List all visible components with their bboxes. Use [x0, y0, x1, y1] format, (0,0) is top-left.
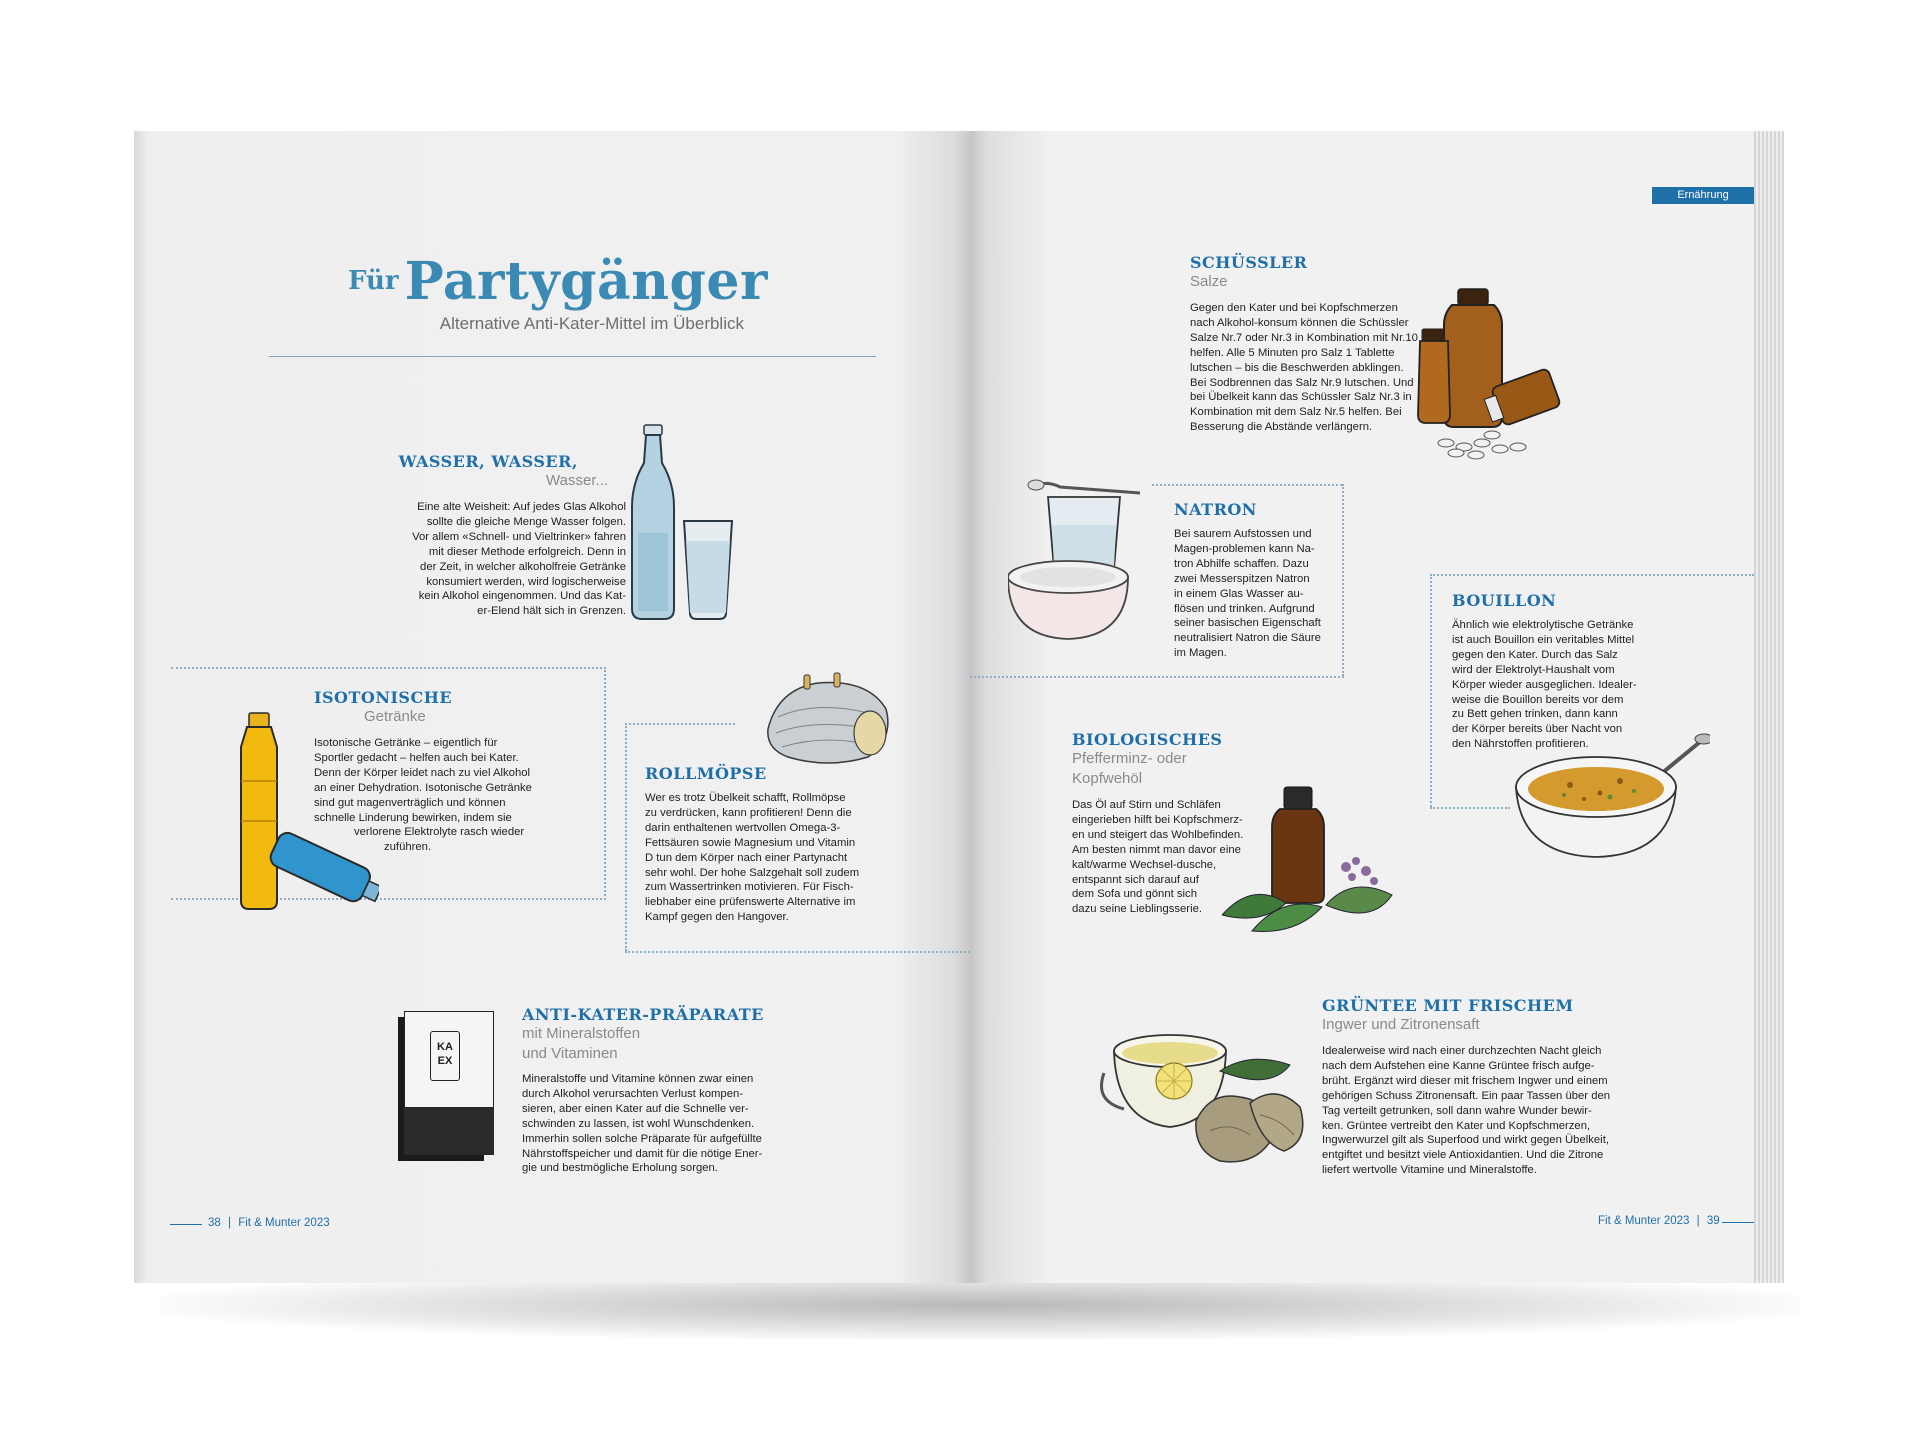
footer-right — [1598, 1215, 1720, 1227]
rollmoepse-heading: ROLLMÖPSE — [645, 764, 767, 783]
natron-frame-top — [1152, 484, 1342, 486]
rollmoepse-line: Fettsäuren sowie Magnesium und Vitamin — [645, 836, 856, 849]
page-number-left: 38 — [208, 1217, 221, 1229]
rollmops-illustration — [758, 669, 898, 769]
rollmoepse-line: D tun dem Körper nach einer Partynacht — [645, 851, 848, 864]
bouillon-line: Körper wieder ausgeglichen. Idealer- — [1452, 678, 1637, 691]
natron-line: Bei saurem Aufstossen und — [1174, 528, 1312, 540]
schuessler-subheading: Salze — [1190, 273, 1228, 290]
gruentee-line: nach dem Aufstehen eine Kanne Grüntee frisch aufge- — [1322, 1059, 1595, 1072]
schuessler-line: Gegen den Kater und bei Kopfschmerzen — [1190, 302, 1398, 314]
biologisches-line: dem Sofa und gönnt sich — [1072, 888, 1197, 901]
bouillon-frame-bottom — [1430, 807, 1510, 809]
natron-text — [1174, 527, 1344, 661]
bouillon-line: Ähnlich wie elektrolytische Getränke — [1452, 619, 1634, 631]
wasser-line: er-Elend hält sich in Grenzen. — [477, 605, 626, 618]
natron-line: tron Abhilfe schaffen. Dazu — [1174, 557, 1309, 570]
bouillon-line: gegen den Kater. Durch das Salz — [1452, 648, 1618, 661]
biologisches-line: eingerieben hilft bei Kopfschmerz- — [1072, 813, 1243, 826]
natron-line: flösen und trinken. Aufgrund — [1174, 602, 1315, 615]
isotonische-subheading: Getränke — [364, 708, 426, 725]
isotonische-line: verlorene Elektrolyte rasch wieder — [354, 826, 525, 839]
schuessler-line: bei Übelkeit kann das Schüssler Salz Nr.3 in — [1190, 391, 1412, 404]
isotonische-heading: ISOTONISCHE — [314, 688, 453, 707]
section-tag — [1652, 187, 1754, 204]
wasser-text — [314, 500, 626, 619]
publication-name-right: Fit & Munter 2023 — [1598, 1215, 1690, 1227]
anti-kater-line: Nährstoffspeicher und damit für die nötige Ener- — [522, 1147, 763, 1160]
natron-line: seiner basischen Eigenschaft — [1174, 617, 1321, 630]
water-bottle-illustration — [620, 423, 736, 623]
bouillon-line: zu Bett gehen trinken, dann kann — [1452, 708, 1618, 721]
bouillon-line: den Nährstoffen profitieren. — [1452, 738, 1589, 751]
anti-kater-line: sieren, aber einen Kater auf die Schnelle ver- — [522, 1102, 749, 1115]
schuessler-line: helfen. Alle 5 Minuten pro Salz 1 Tablette — [1190, 346, 1395, 359]
kaex-box-illustration — [398, 1011, 494, 1161]
isotonische-line: zuführen. — [384, 841, 432, 854]
wasser-subheading: Wasser... — [546, 472, 608, 489]
schuessler-line: lutschen – bis die Beschwerden abklingen. — [1190, 361, 1404, 374]
gruentee-line: Idealerweise wird nach einer durchzechten Nacht gleich — [1322, 1045, 1602, 1057]
bouillon-line: ist auch Bouillon ein veritables Mittel — [1452, 633, 1635, 646]
title-subtitle: Alternative Anti-Kater-Mittel im Überblick — [439, 314, 744, 333]
biologisches-subheading-2: Kopfwehöl — [1072, 770, 1143, 787]
schuessler-heading: SCHÜSSLER — [1190, 253, 1308, 272]
footer-left-rule — [170, 1224, 202, 1225]
footer-separator: | — [228, 1217, 231, 1229]
schuessler-line: Kombination mit dem Salz Nr.5 helfen. Bei — [1190, 406, 1402, 419]
gruentee-line: brüht. Ergänzt wird dieser mit frischem Ingwer und einem — [1322, 1074, 1608, 1087]
gruentee-line: Tag verteilt getrunken, soll dann wahre Wunder bewir- — [1322, 1104, 1592, 1117]
bouillon-line: weise die Bouillon bereits vor dem — [1452, 693, 1624, 706]
rollmoepse-line: Kampf gegen den Hangover. — [645, 911, 789, 924]
isotonische-line: sind gut magenverträglich und können — [314, 796, 506, 809]
biologisches-line: Das Öl auf Stirn und Schläfen — [1072, 799, 1221, 811]
natron-line: neutralisiert Natron die Säure — [1174, 632, 1321, 645]
publication-name-left: Fit & Munter 2023 — [238, 1217, 330, 1229]
natron-line: Magen-problemen kann Na- — [1174, 542, 1315, 555]
anti-kater-line: schwinden zu lassen, ist wohl Wunschdenken. — [522, 1117, 755, 1130]
anti-kater-line: Mineralstoffe und Vitamine können zwar einen — [522, 1073, 754, 1085]
wasser-heading: WASSER, WASSER, — [398, 452, 578, 471]
gruentee-line: entgiftet und besitzt viele Antioxidantien. Und die Zitrone — [1322, 1149, 1604, 1162]
natron-line: zwei Messerspitzen Natron — [1174, 572, 1310, 585]
biologisches-line: Am besten nimmt man davor eine — [1072, 843, 1241, 856]
title-prefix: Für — [348, 266, 399, 296]
gruentee-line: gehörigen Schuss Zitronensaft. Ein paar Tassen über den — [1322, 1089, 1611, 1102]
rollmoepse-line: zu verdrücken, kann profitieren! Denn die — [645, 806, 852, 819]
gruentee-line: liefert wertvolle Vitamine und Mineralstoffe. — [1322, 1164, 1537, 1177]
biologisches-line: kalt/warme Wechsel-dusche, — [1072, 858, 1217, 871]
title-rule — [269, 356, 876, 357]
rollmoepse-line: zum Wassertrinken motivieren. Für Fisch- — [645, 881, 854, 894]
title-main: Partygänger — [404, 251, 768, 312]
anti-kater-line: gie und bestmögliche Erholung sorgen. — [522, 1162, 718, 1175]
footer-left — [208, 1217, 330, 1229]
bouillon-line: wird der Elektrolyt-Haushalt vom — [1452, 663, 1615, 676]
isotonic-bottles-illustration — [229, 711, 379, 911]
rollmoepse-text — [645, 791, 885, 925]
gruentee-text — [1322, 1044, 1642, 1178]
wasser-line: konsumiert werden, wird logischerweise — [426, 575, 626, 588]
essential-oil-illustration — [1222, 785, 1402, 935]
biologisches-line: entspannt sich darauf auf — [1072, 873, 1199, 886]
footer-right-rule — [1722, 1222, 1754, 1223]
bouillon-frame-left — [1430, 574, 1432, 807]
schuessler-line: Bei Sodbrennen das Salz Nr.9 lutschen. Und — [1190, 376, 1414, 389]
bouillon-bowl-illustration — [1510, 731, 1710, 861]
gruentee-line: ken. Grüntee vertreibt den Kater und Kopfschmerzen, — [1322, 1119, 1591, 1132]
isotonische-line: Sportler gedacht – helfen auch bei Kater. — [314, 751, 519, 764]
wasser-line: kein Alkohol eingenommen. Und das Kat- — [418, 590, 626, 603]
natron-heading: NATRON — [1174, 500, 1257, 519]
rollmoepse-line: darin enthaltenen wertvollen Omega-3- — [645, 821, 841, 834]
wasser-line: mit dieser Methode erfolgreich. Denn in — [428, 545, 626, 558]
biologisches-subheading-1: Pfefferminz- oder — [1072, 750, 1187, 767]
anti-kater-subheading-2: und Vitaminen — [522, 1045, 618, 1062]
biologisches-line: en und steigert das Wohlbefinden. — [1072, 828, 1244, 841]
gruentee-subheading: Ingwer und Zitronensaft — [1322, 1016, 1480, 1033]
page-title — [348, 251, 768, 312]
natron-line: im Magen. — [1174, 647, 1227, 660]
wasser-line: Eine alte Weisheit: Auf jedes Glas Alkohol — [417, 501, 626, 513]
gruentee-line: Ingwerwurzel gilt als Superfood und wirkt gegen Übelkeit, — [1322, 1134, 1609, 1147]
bouillon-heading: BOUILLON — [1452, 591, 1557, 610]
biologisches-heading: BIOLOGISCHES — [1072, 730, 1223, 749]
isotonische-line: Denn der Körper leidet nach zu viel Alkohol — [314, 766, 531, 779]
kaex-logo-line: KA — [437, 1041, 453, 1053]
anti-kater-text — [522, 1072, 812, 1176]
schuessler-line: nach Alkohol-konsum können die Schüssler — [1190, 316, 1409, 329]
green-tea-illustration — [1100, 1011, 1330, 1181]
right-page — [970, 131, 1754, 1283]
bouillon-frame-top — [1430, 574, 1754, 576]
section-tag-label: Ernährung — [1677, 189, 1729, 201]
isotonische-line: an einer Dehydration. Isotonische Getränke — [314, 781, 532, 794]
rollmoepse-frame-bottom — [625, 951, 970, 953]
wasser-line: sollte die gleiche Menge Wasser folgen. — [426, 515, 626, 528]
rollmoepse-line: Wer es trotz Übelkeit schafft, Rollmöpse — [645, 792, 846, 804]
footer-separator: | — [1696, 1215, 1700, 1227]
schuessler-text — [1190, 301, 1450, 435]
page-edges — [1754, 131, 1784, 1283]
isotonische-line: Isotonische Getränke – eigentlich für — [314, 737, 498, 749]
schuessler-jars-illustration — [1416, 287, 1566, 463]
schuessler-line: Besserung die Abstände verlängern. — [1190, 421, 1373, 434]
kaex-logo-line: EX — [437, 1055, 453, 1067]
bouillon-line: der Körper bereits über Nacht von — [1452, 723, 1623, 736]
rollmoepse-line: sehr wohl. Der hohe Salzgehalt soll zudem — [645, 866, 860, 879]
wasser-line: der Zeit, in welcher alkoholfreie Getränke — [420, 560, 626, 573]
left-page — [134, 131, 970, 1283]
rollmoepse-line: liebhaber eine prüfenswerte Alternative im — [645, 896, 856, 909]
schuessler-line: Salze Nr.7 oder Nr.3 in Kombination mit Nr.10 — [1190, 331, 1418, 344]
isotonische-line: schnelle Linderung bewirken, indem sie — [314, 811, 512, 824]
biologisches-line: dazu seine Lieblingsserie. — [1072, 903, 1202, 916]
wasser-line: Vor allem «Schnell- und Vieltrinker» fahren — [412, 530, 626, 543]
gruentee-heading: GRÜNTEE MIT FRISCHEM — [1322, 996, 1574, 1015]
anti-kater-subheading-1: mit Mineralstoffen — [522, 1025, 641, 1042]
anti-kater-heading: ANTI-KATER-PRÄPARATE — [522, 1005, 764, 1024]
anti-kater-line: durch Alkohol verursachten Verlust kompen- — [522, 1087, 744, 1100]
page-number-right: 39 — [1706, 1215, 1720, 1227]
natron-illustration — [1008, 477, 1158, 647]
natron-line: in einem Glas Wasser au- — [1174, 587, 1304, 600]
rollmoepse-frame-top — [625, 723, 735, 725]
anti-kater-line: Immerhin sollen solche Präparate für aufgefüllte — [522, 1132, 762, 1145]
natron-frame-bottom — [970, 676, 1344, 678]
